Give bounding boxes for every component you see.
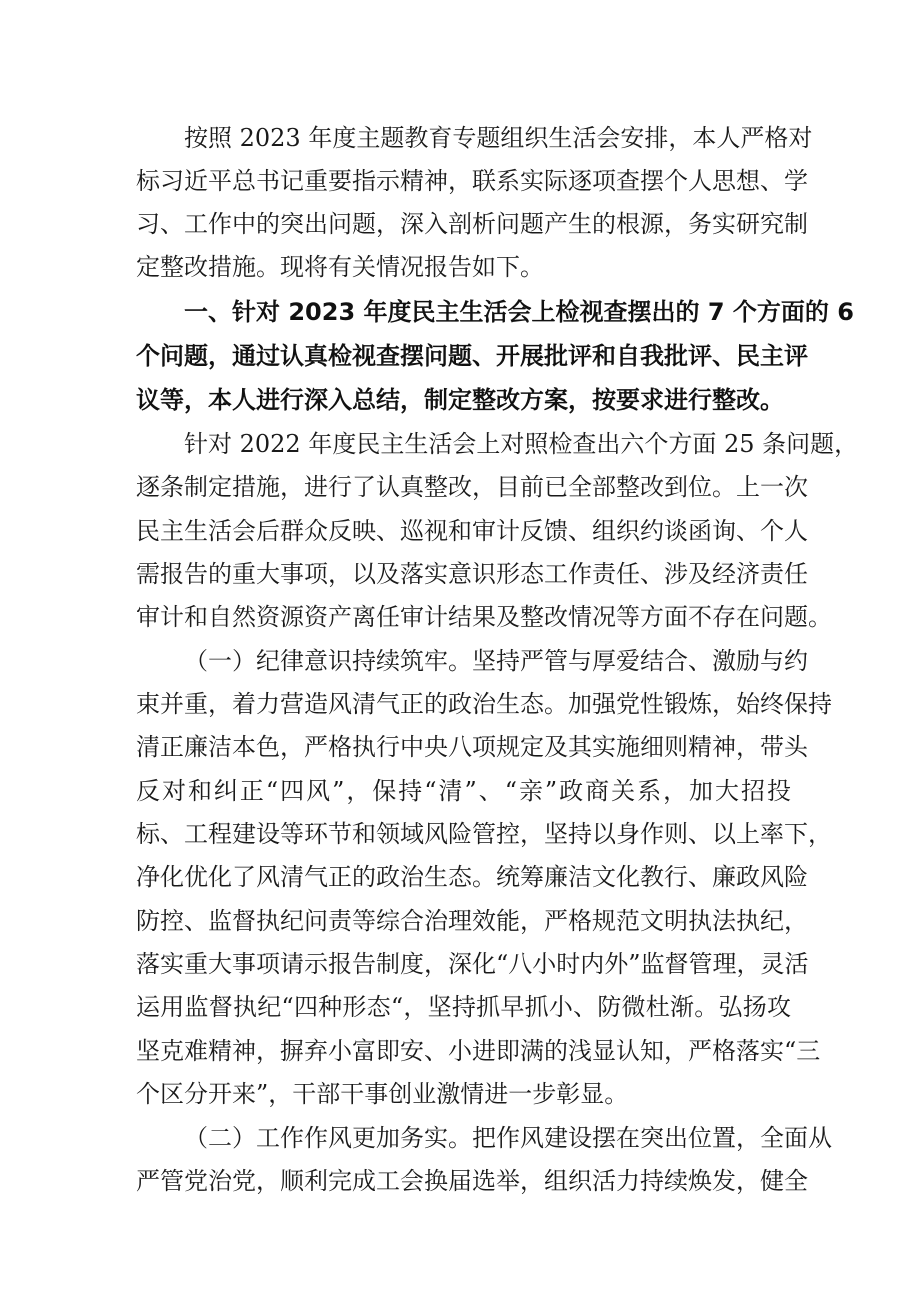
item1-line-5: 标、工程建设等环节和领域风险管控，坚持以身作则、以上率下， — [136, 820, 832, 848]
item1-line-9: 运用监督执纪“四种形态“，坚持抓早抓小、防微杜渐。弘扬攻 — [136, 993, 791, 1021]
item1-line-3: 清正廉洁本色，严格执行中央八项规定及其实施细则精神，带头 — [136, 733, 808, 761]
section-heading-line-3: 议等，本人进行深入总结，制定整改方案，按要求进行整改。 — [136, 386, 784, 414]
intro-line-2: 标习近平总书记重要指示精神，联系实际逐项查摆个人思想、学 — [136, 167, 808, 195]
item2-line-2: 严管党治党，顺利完成工会换届选举，组织活力持续焕发，健全 — [136, 1167, 808, 1195]
item1-line-1: （一）纪律意识持续筑牢。坚持严管与厚爱结合、激励与约 — [184, 647, 808, 675]
summary-line-4: 需报告的重大事项，以及落实意识形态工作责任、涉及经济责任 — [136, 560, 808, 588]
item1-line-7: 防控、监督执纪问责等综合治理效能，严格规范文明执法执纪， — [136, 907, 808, 935]
summary-line-2: 逐条制定措施，进行了认真整改，目前已全部整改到位。上一次 — [136, 473, 808, 501]
intro-line-4: 定整改措施。现将有关情况报告如下。 — [136, 253, 544, 281]
item2-line-1: （二）工作作风更加务实。把作风建设摆在突出位置，全面从 — [184, 1124, 832, 1152]
item1-line-6: 净化优化了风清气正的政治生态。统筹廉洁文化教行、廉政风险 — [136, 863, 808, 891]
section-heading-line-1: 一、针对 2023 年度民主生活会上检视查摆出的 7 个方面的 6 — [184, 298, 854, 326]
section-heading-line-2: 个问题，通过认真检视查摆问题、开展批评和自我批评、民主评 — [136, 342, 808, 370]
summary-line-3: 民主生活会后群众反映、巡视和审计反馈、组织约谈函询、个人 — [136, 517, 808, 545]
item1-line-4: 反对和纠正“四风”，保持“清”、“亲”政商关系，加大招投 — [136, 777, 791, 805]
item1-line-10: 坚克难精神，摒弃小富即安、小进即满的浅显认知，严格落实“三 — [136, 1037, 821, 1065]
summary-line-5: 审计和自然资源资产离任审计结果及整改情况等方面不存在问题。 — [136, 603, 832, 631]
item1-line-11: 个区分开来”，干部干事创业激情进一步彰显。 — [136, 1080, 629, 1108]
item1-line-2: 束并重，着力营造风清气正的政治生态。加强党性锻炼，始终保持 — [136, 690, 832, 718]
summary-line-1: 针对 2022 年度民主生活会上对照检查出六个方面 25 条问题， — [184, 430, 859, 458]
item1-line-8: 落实重大事项请示报告制度，深化“八小时内外”监督管理，灵活 — [136, 950, 809, 978]
intro-line-1: 按照 2023 年度主题教育专题组织生活会安排，本人严格对 — [184, 124, 813, 152]
intro-line-3: 习、工作中的突出问题，深入剖析问题产生的根源，务实研究制 — [136, 210, 808, 238]
